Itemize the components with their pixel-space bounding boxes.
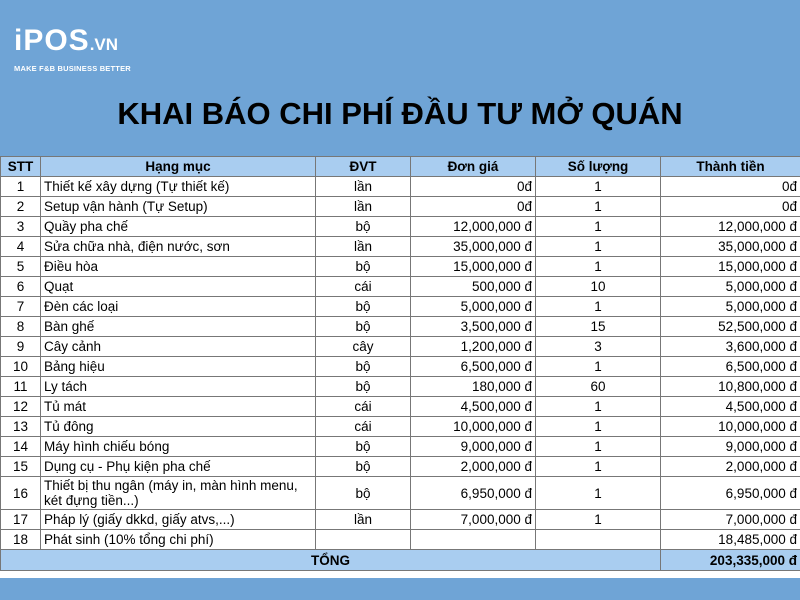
cell-item: Dụng cụ - Phụ kiện pha chế: [41, 457, 316, 477]
cell-unit: [316, 530, 411, 550]
cell-stt: 13: [1, 417, 41, 437]
cell-unit: cái: [316, 397, 411, 417]
cell-amount: 12,000,000 đ: [661, 217, 800, 237]
cell-item: Điều hòa: [41, 257, 316, 277]
col-header-stt: STT: [1, 157, 41, 177]
table-row: [1, 357, 800, 377]
cell-price: 15,000,000 đ: [411, 257, 536, 277]
cell-amount: 52,500,000 đ: [661, 317, 800, 337]
cell-stt: 6: [1, 277, 41, 297]
cell-price: 0đ: [411, 197, 536, 217]
cell-unit: lần: [316, 177, 411, 197]
cell-qty: 1: [536, 510, 661, 530]
table-row: [1, 337, 800, 357]
cell-stt: 9: [1, 337, 41, 357]
cell-amount: 5,000,000 đ: [661, 297, 800, 317]
cell-unit: lần: [316, 237, 411, 257]
cell-item: Đèn các loại: [41, 297, 316, 317]
table-row: [1, 377, 800, 397]
page-title: KHAI BÁO CHI PHÍ ĐẦU TƯ MỞ QUÁN: [117, 96, 683, 131]
cell-amount: 6,500,000 đ: [661, 357, 800, 377]
cell-stt: 14: [1, 437, 41, 457]
cell-amount: 0đ: [661, 197, 800, 217]
cell-price: 7,000,000 đ: [411, 510, 536, 530]
logo-name: iPOS: [14, 24, 90, 57]
cell-qty: 1: [536, 297, 661, 317]
cell-stt: 5: [1, 257, 41, 277]
cell-amount: 5,000,000 đ: [661, 277, 800, 297]
logo-suffix: .VN: [89, 35, 119, 54]
cell-stt: 2: [1, 197, 41, 217]
table-row: [1, 510, 800, 530]
table-row: [1, 437, 800, 457]
cell-qty: 10: [536, 277, 661, 297]
cell-qty: 1: [536, 257, 661, 277]
cell-price: 180,000 đ: [411, 377, 536, 397]
cell-amount: 0đ: [661, 177, 800, 197]
cell-unit: bộ: [316, 217, 411, 237]
cell-qty: 1: [536, 477, 661, 510]
cell-amount: 4,500,000 đ: [661, 397, 800, 417]
cell-stt: 8: [1, 317, 41, 337]
cell-qty: [536, 530, 661, 550]
col-header-price: Đơn giá: [411, 157, 536, 177]
cell-price: 500,000 đ: [411, 277, 536, 297]
cell-unit: bộ: [316, 257, 411, 277]
cell-unit: lần: [316, 197, 411, 217]
cell-price: 0đ: [411, 177, 536, 197]
cell-stt: 15: [1, 457, 41, 477]
cell-price: 1,200,000 đ: [411, 337, 536, 357]
cell-unit: lần: [316, 510, 411, 530]
cell-price: 12,000,000 đ: [411, 217, 536, 237]
cell-stt: 12: [1, 397, 41, 417]
cell-unit: bộ: [316, 457, 411, 477]
table-body: [1, 177, 800, 550]
col-header-amount: Thành tiền: [661, 157, 800, 177]
cell-amount: 3,600,000 đ: [661, 337, 800, 357]
cell-qty: 1: [536, 217, 661, 237]
cell-qty: 1: [536, 197, 661, 217]
table-row: [1, 257, 800, 277]
cell-item: Tủ đông: [41, 417, 316, 437]
cell-qty: 1: [536, 417, 661, 437]
cell-unit: bộ: [316, 377, 411, 397]
cell-price: [411, 530, 536, 550]
cell-unit: cái: [316, 277, 411, 297]
cell-item: Bảng hiệu: [41, 357, 316, 377]
table-row: [1, 177, 800, 197]
cell-item: Tủ mát: [41, 397, 316, 417]
table-row: [1, 477, 800, 510]
cell-item: Setup vận hành (Tự Setup): [41, 197, 316, 217]
cell-qty: 1: [536, 437, 661, 457]
cell-price: 4,500,000 đ: [411, 397, 536, 417]
cell-unit: bộ: [316, 477, 411, 510]
cell-price: 5,000,000 đ: [411, 297, 536, 317]
cell-unit: bộ: [316, 317, 411, 337]
cell-amount: 9,000,000 đ: [661, 437, 800, 457]
cell-stt: 3: [1, 217, 41, 237]
total-label: TỔNG: [1, 550, 661, 571]
cell-amount: 18,485,000 đ: [661, 530, 800, 550]
cell-qty: 1: [536, 177, 661, 197]
total-value: 203,335,000 đ: [661, 550, 800, 571]
cell-amount: 10,800,000 đ: [661, 377, 800, 397]
cell-amount: 35,000,000 đ: [661, 237, 800, 257]
cell-unit: bộ: [316, 357, 411, 377]
table-header-row: [1, 157, 800, 177]
cell-item: Bàn ghế: [41, 317, 316, 337]
cell-stt: 1: [1, 177, 41, 197]
cell-stt: 11: [1, 377, 41, 397]
cell-unit: bộ: [316, 297, 411, 317]
cell-price: 9,000,000 đ: [411, 437, 536, 457]
cell-item: Quầy pha chế: [41, 217, 316, 237]
cell-qty: 15: [536, 317, 661, 337]
col-header-unit: ĐVT: [316, 157, 411, 177]
cell-price: 3,500,000 đ: [411, 317, 536, 337]
table-row: [1, 397, 800, 417]
cell-stt: 7: [1, 297, 41, 317]
table-row: [1, 317, 800, 337]
cell-price: 35,000,000 đ: [411, 237, 536, 257]
table-row: [1, 417, 800, 437]
cell-stt: 17: [1, 510, 41, 530]
logo-wordmark: [14, 26, 131, 60]
cell-unit: cái: [316, 417, 411, 437]
brand-logo: [14, 26, 131, 73]
cell-unit: bộ: [316, 437, 411, 457]
cell-qty: 1: [536, 457, 661, 477]
table-row: [1, 297, 800, 317]
cell-amount: 10,000,000 đ: [661, 417, 800, 437]
table-row: [1, 277, 800, 297]
cell-item: Quạt: [41, 277, 316, 297]
cell-stt: 4: [1, 237, 41, 257]
cell-qty: 3: [536, 337, 661, 357]
table-row: [1, 197, 800, 217]
table-row: [1, 237, 800, 257]
cell-stt: 18: [1, 530, 41, 550]
total-row: [1, 550, 800, 571]
cell-item: Pháp lý (giấy dkkd, giấy atvs,...): [41, 510, 316, 530]
table-row: [1, 530, 800, 550]
table-row: [1, 217, 800, 237]
cell-item: Thiết kế xây dựng (Tự thiết kế): [41, 177, 316, 197]
cell-amount: 15,000,000 đ: [661, 257, 800, 277]
cell-item: Máy hình chiếu bóng: [41, 437, 316, 457]
cost-sheet: [0, 156, 800, 578]
cell-item: Ly tách: [41, 377, 316, 397]
cell-qty: 1: [536, 397, 661, 417]
cell-amount: 7,000,000 đ: [661, 510, 800, 530]
cell-item: Cây cảnh: [41, 337, 316, 357]
cell-qty: 1: [536, 357, 661, 377]
cell-price: 10,000,000 đ: [411, 417, 536, 437]
cell-price: 2,000,000 đ: [411, 457, 536, 477]
cell-item: Phát sinh (10% tổng chi phí): [41, 530, 316, 550]
logo-tagline: MAKE F&B BUSINESS BETTER: [14, 64, 131, 73]
cell-unit: cây: [316, 337, 411, 357]
table-row: [1, 457, 800, 477]
cell-stt: 16: [1, 477, 41, 510]
cell-item: Sửa chữa nhà, điện nước, sơn: [41, 237, 316, 257]
cell-amount: 6,950,000 đ: [661, 477, 800, 510]
col-header-qty: Số lượng: [536, 157, 661, 177]
cell-qty: 1: [536, 237, 661, 257]
cell-item: Thiết bị thu ngân (máy in, màn hình menu, két đựng tiền...): [41, 477, 316, 510]
cell-qty: 60: [536, 377, 661, 397]
cell-price: 6,950,000 đ: [411, 477, 536, 510]
cell-stt: 10: [1, 357, 41, 377]
col-header-item: Hạng mục: [41, 157, 316, 177]
cost-table: [0, 156, 800, 571]
cell-amount: 2,000,000 đ: [661, 457, 800, 477]
cell-price: 6,500,000 đ: [411, 357, 536, 377]
